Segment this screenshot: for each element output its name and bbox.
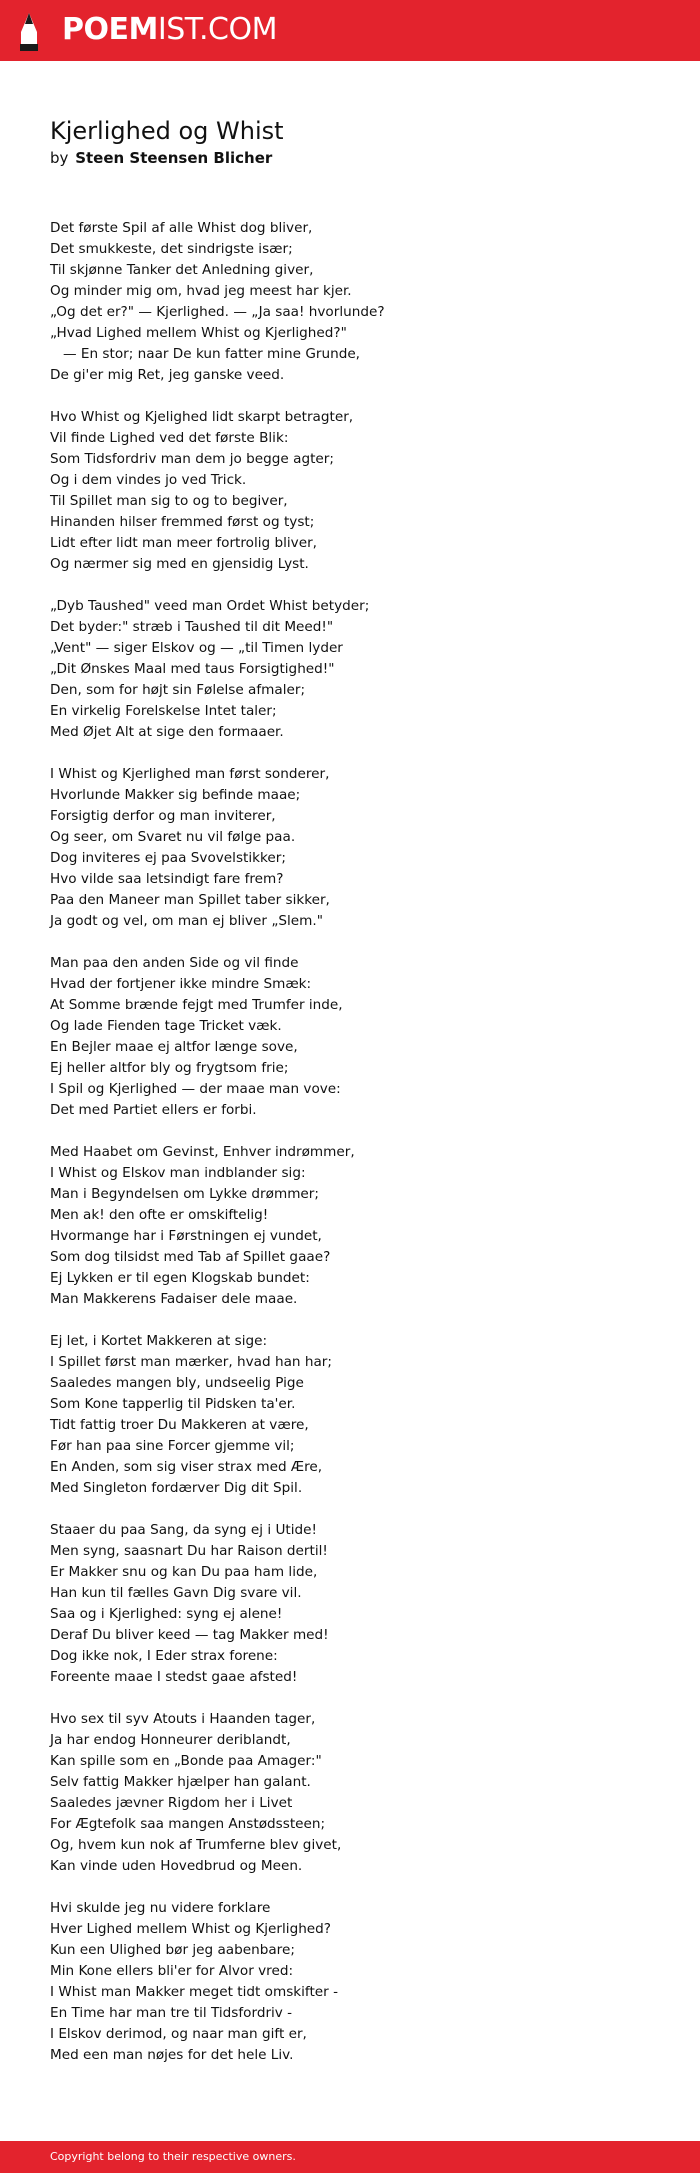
poem-line: Til skjønne Tanker det Anledning giver, [50,262,314,278]
poem-line: Min Kone ellers bli'er for Alvor vred: [50,1963,294,1979]
poem-line: Før han paa sine Forcer gjemme vil; [50,1438,295,1454]
poem-line: Ej Lykken er til egen Klogskab bundet: [50,1270,310,1286]
poem-line: Staaer du paa Sang, da syng ej i Utide! [50,1522,317,1538]
poem-line: Ej let, i Kortet Makkeren at sige: [50,1333,268,1349]
poem-line: At Somme brænde fejgt med Trumfer inde, [50,997,343,1013]
poem-line: Hvo sex til syv Atouts i Haanden tager, [50,1711,316,1727]
poem-author[interactable]: Steen Steensen Blicher [75,149,273,167]
poem-line: Selv fattig Makker hjælper han galant. [50,1774,311,1790]
poem-line: Og nærmer sig med en gjensidig Lyst. [50,556,309,572]
poem-line: Man Makkerens Fadaiser dele maae. [50,1291,298,1307]
poem-line: I Spil og Kjerlighed — der maae man vove: [50,1081,341,1097]
poem-line: Og seer, om Svaret nu vil følge paa. [50,829,296,845]
poem-line: Det første Spil af alle Whist dog bliver, [50,220,313,236]
poem-line: Saaledes jævner Rigdom her i Livet [50,1795,293,1811]
poem-line: Hvo vilde saa letsindigt fare frem? [50,871,284,887]
poem-line: Det byder:" stræb i Taushed til dit Meed!" [50,619,334,635]
poem-line: En virkelig Forelskelse Intet taler; [50,703,277,719]
poem-body [50,218,670,2066]
poem-line: Men ak! den ofte er omskiftelig! [50,1207,269,1223]
poem-title: Kjerlighed og Whist [50,117,284,145]
poem-line: Med Singleton fordærver Dig dit Spil. [50,1480,303,1496]
poem-line: „Dit Ønskes Maal med taus Forsigtighed!" [50,661,335,677]
poem-line: Kan vinde uden Hovedbrud og Meen. [50,1858,303,1874]
poem-line: Som dog tilsidst med Tab af Spillet gaae? [50,1249,331,1265]
poem-line: Hvorlunde Makker sig befinde maae; [50,787,301,803]
poem-stanza [50,218,670,386]
poem-line: Paa den Maneer man Spillet taber sikker, [50,892,330,908]
poem-line: Dog ikke nok, I Eder strax forene: [50,1648,278,1664]
poem-line: „Og det er?" — Kjerlighed. — „Ja saa! hvorlunde? [50,304,385,320]
poem-stanza [50,764,670,932]
poem-line: Til Spillet man sig to og to begiver, [50,493,288,509]
poem-line: Og, hvem kun nok af Trumferne blev givet, [50,1837,342,1853]
poem-line: Han kun til fælles Gavn Dig svare vil. [50,1585,302,1601]
poem-line: Kan spille som en „Bonde paa Amager:" [50,1753,322,1769]
poem-line: Det smukkeste, det sindrigste især; [50,241,293,257]
poem-line: Og lade Fienden tage Tricket væk. [50,1018,282,1034]
poem-line: Som Kone tapperlig til Pidsken ta'er. [50,1396,296,1412]
poem-line: Saa og i Kjerlighed: syng ej alene! [50,1606,283,1622]
poem-line: Med Haabet om Gevinst, Enhver indrømmer, [50,1144,355,1160]
poem-line: Ja godt og vel, om man ej bliver „Slem." [50,913,323,929]
logo-brand-bold: POEM [62,12,158,47]
poem-line: Kun een Ulighed bør jeg aabenbare; [50,1942,295,1958]
pen-nib-icon[interactable] [17,12,41,52]
poem-line: En Bejler maae ej altfor længe sove, [50,1039,298,1055]
poem-line: Deraf Du bliver keed — tag Makker med! [50,1627,329,1643]
poem-line: Dog inviteres ej paa Svovelstikker; [50,850,286,866]
poem-line: Vil finde Lighed ved det første Blik: [50,430,289,446]
site-logo[interactable] [62,10,277,50]
poem-line: Er Makker snu og kan Du paa ham lide, [50,1564,318,1580]
poem-line: Hinanden hilser fremmed først og tyst; [50,514,315,530]
poem-line: Man paa den anden Side og vil finde [50,955,299,971]
poem-stanza [50,407,670,575]
poem-stanza [50,1142,670,1310]
poem-line: I Spillet først man mærker, hvad han har; [50,1354,332,1370]
poem-line: — En stor; naar De kun fatter mine Grunde, [50,346,361,362]
site-footer [0,2141,700,2173]
poem-line: Hvo Whist og Kjelighed lidt skarpt betragter, [50,409,354,425]
poem-line: Tidt fattig troer Du Makkeren at være, [50,1417,309,1433]
poem-line: Forsigtig derfor og man inviterer, [50,808,276,824]
site-header [0,0,700,61]
poem-line: Ja har endog Honneurer deriblandt, [50,1732,291,1748]
poem-line: Hvad der fortjener ikke mindre Smæk: [50,976,312,992]
poem-line: Men syng, saasnart Du har Raison dertil! [50,1543,328,1559]
poem-line: Foreente maae I stedst gaae afsted! [50,1669,298,1685]
poem-byline [50,148,272,168]
poem-line: I Whist man Makker meget tidt omskifter - [50,1984,338,2000]
poem-stanza [50,1709,670,1877]
poem-line: I Whist og Kjerlighed man først sonderer, [50,766,330,782]
poem-line: Den, som for højt sin Følelse afmaler; [50,682,306,698]
poem-line: Man i Begyndelsen om Lykke drømmer; [50,1186,319,1202]
poem-line: For Ægtefolk saa mangen Anstødssteen; [50,1816,326,1832]
poem-line: Med een man nøjes for det hele Liv. [50,2047,294,2063]
poem-line: Med Øjet Alt at sige den formaaer. [50,724,284,740]
poem-line: Saaledes mangen bly, undseelig Pige [50,1375,304,1391]
poem-line: Det med Partiet ellers er forbi. [50,1102,257,1118]
poem-line: De gi'er mig Ret, jeg ganske veed. [50,367,285,383]
poem-line: En Anden, som sig viser strax med Ære, [50,1459,323,1475]
poem-line: Hvormange har i Førstningen ej vundet, [50,1228,322,1244]
poem-line: Ej heller altfor bly og frygtsom frie; [50,1060,289,1076]
poem-line: I Whist og Elskov man indblander sig: [50,1165,306,1181]
poem-line: Hver Lighed mellem Whist og Kjerlighed? [50,1921,332,1937]
poem-stanza [50,1898,670,2066]
poem-line: I Elskov derimod, og naar man gift er, [50,2026,307,2042]
poem-line: Og minder mig om, hvad jeg meest har kjer. [50,283,352,299]
poem-line: Hvi skulde jeg nu videre forklare [50,1900,271,1916]
logo-brand-light: IST.COM [157,12,277,47]
footer-copyright: Copyright belong to their respective owners. [50,2150,296,2163]
poem-line: „Vent" — siger Elskov og — „til Timen lyder [50,640,343,656]
poem-stanza [50,1331,670,1499]
poem-line: En Time har man tre til Tidsfordriv - [50,2005,293,2021]
poem-stanza [50,596,670,743]
poem-stanza [50,1520,670,1688]
by-label: by [50,149,69,167]
poem-line: Og i dem vindes jo ved Trick. [50,472,247,488]
poem-line: Som Tidsfordriv man dem jo begge agter; [50,451,334,467]
poem-line: „Dyb Taushed" veed man Ordet Whist betyder; [50,598,370,614]
poem-line: Lidt efter lidt man meer fortrolig bliver, [50,535,317,551]
poem-stanza [50,953,670,1121]
poem-line: „Hvad Lighed mellem Whist og Kjerlighed?" [50,325,347,341]
